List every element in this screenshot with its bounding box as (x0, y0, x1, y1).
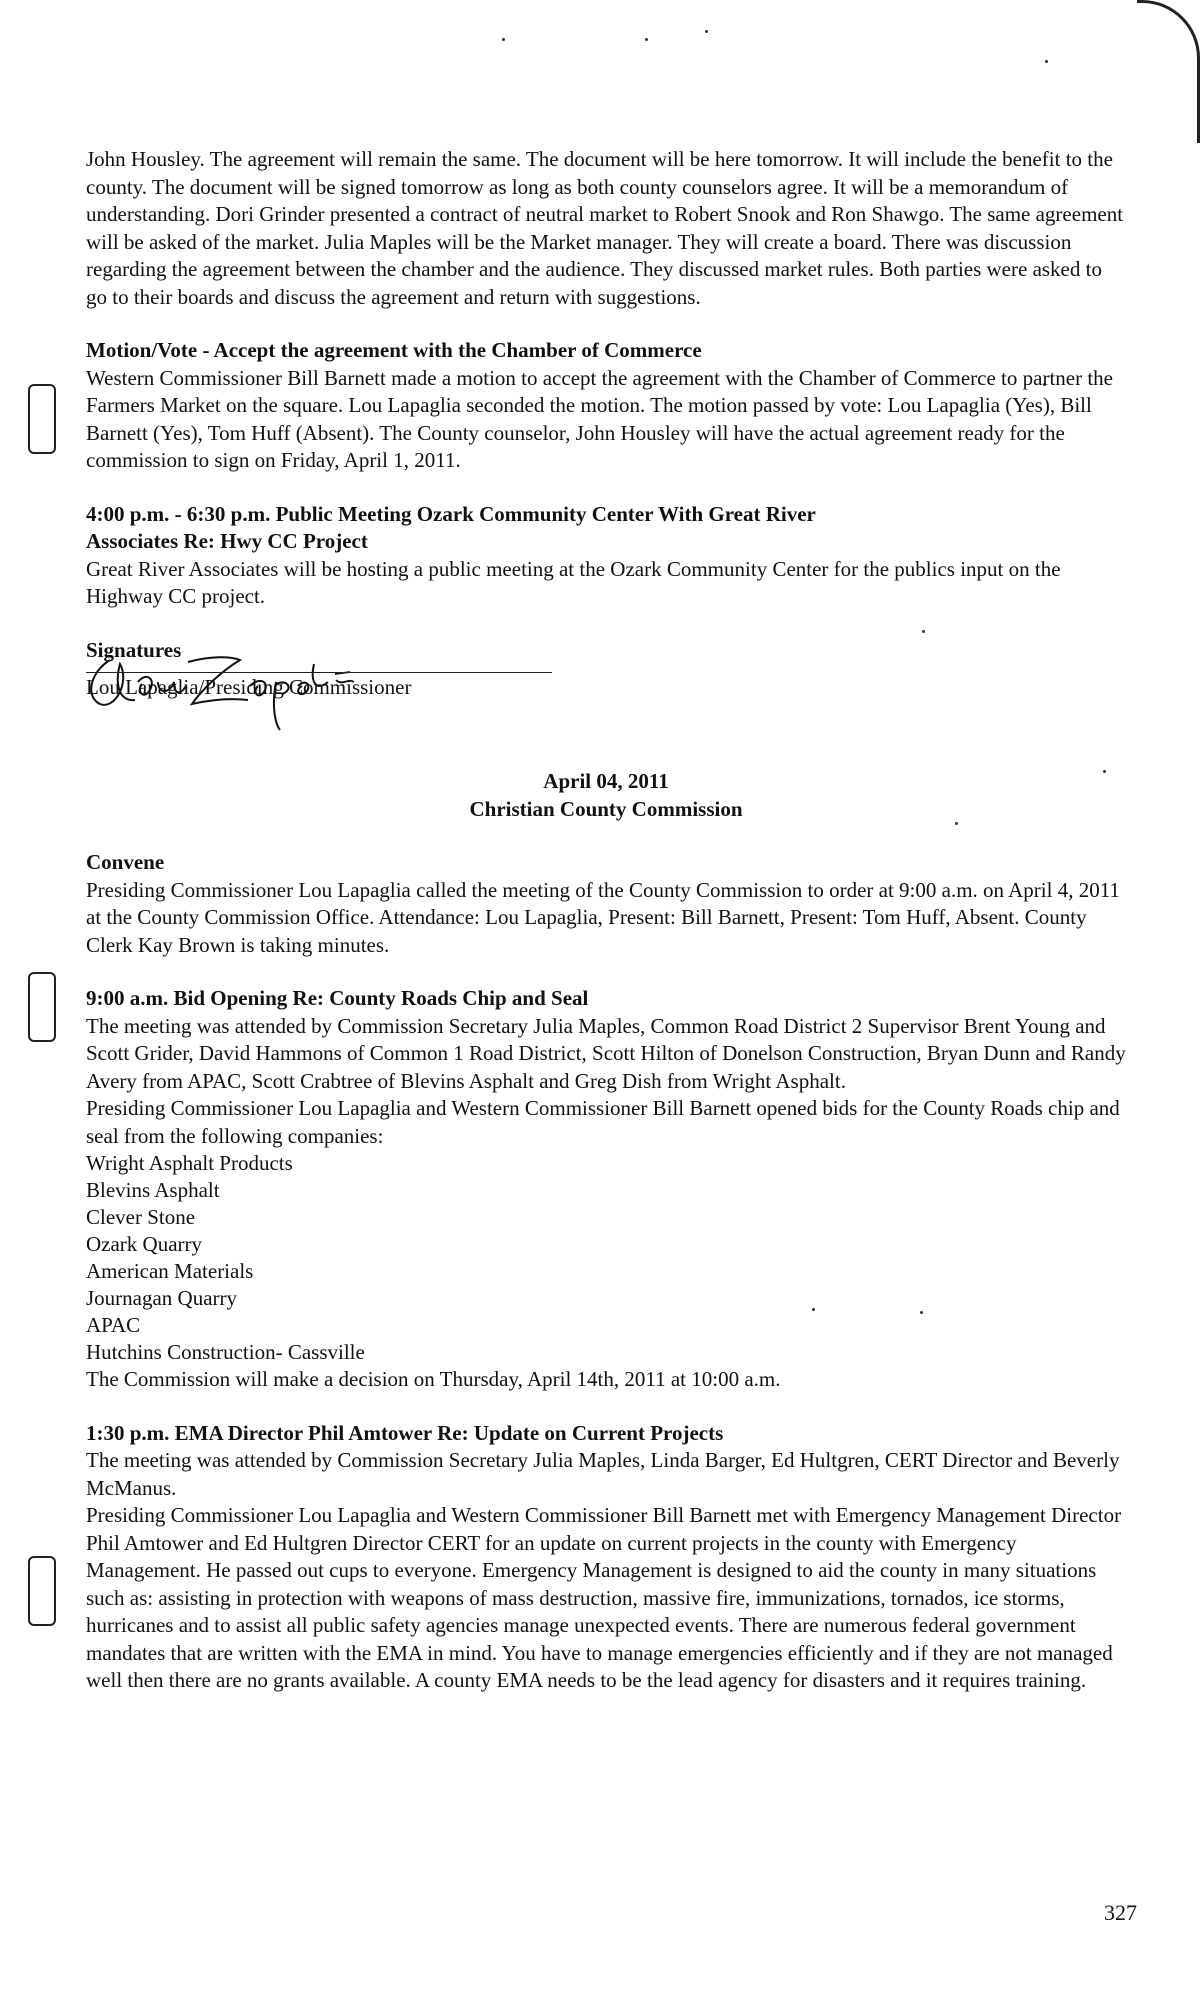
public-meeting-body: Great River Associates will be hosting a public meeting at the Ozark Community Center for the publics input on the Highway CC project. (86, 556, 1061, 608)
list-item: APAC (86, 1313, 141, 1337)
bid-opening-heading: 9:00 a.m. Bid Opening Re: County Roads Chip and Seal (86, 986, 589, 1010)
intro-paragraph: John Housley. The agreement will remain the same. The document will be here tomorrow. It will include the benefit to the county. The document will be signed tomorrow as long as both county counselors agree. It will be a memorandum of understanding. Dori Grinder presented a contract of neutral market to Robert Snook and Ron Shawgo. The same agreement will be asked of the market. Julia Maples will be the Market manager. They will create a board. There was discussion regarding the agreement between the chamber and the audience. They discussed market rules. Both parties were asked to go to their boards and discuss the agreement and return with suggestions. (86, 147, 1124, 309)
motion-body: Western Commissioner Bill Barnett made a motion to accept the agreement with the Chamber of Commerce to partner the Farmers Market on the square. Lou Lapaglia seconded the motion. The motion passed by vote: Lou Lapaglia (Yes), Bill Barnett (Yes), Tom Huff (Absent). The County counselor, John Housley will have the actual agreement ready for the commission to sign on Friday, April 1, 2011. (86, 365, 1114, 472)
list-item: Hutchins Construction- Cassville (86, 1340, 365, 1364)
page-corner-curl (1137, 0, 1200, 143)
scan-speck (1045, 60, 1048, 63)
signature-line (86, 672, 552, 673)
ema-body: Presiding Commissioner Lou Lapaglia and Western Commissioner Bill Barnett met with Emergency Management Director Phil Amtower and Ed Hultgren Director CERT for an update on current projects in the county with Emergency Management. He passed out cups to everyone. Emergency Management is designed to aid the county in many situations such as: assisting in protection with weapons of mass destruction, massive fire, immunizations, tornados, ice storms, hurricanes and to assist all public safety agencies manage unexpected events. There are numerous federal government mandates that are written with the EMA in mind. You have to manage emergencies efficiently and if they are not managed well then there are no grants available. A county EMA needs to be the lead agency for disasters and it requires training. (86, 1503, 1122, 1692)
bid-opening-attendance: The meeting was attended by Commission Secretary Julia Maples, Common Road District 2 Supervisor Brent Young and Scott Grider, David Hammons of Common 1 Road District, Scott Hilton of Donelson Construction, Bryan Dunn and Randy Avery from APAC, Scott Crabtree of Blevins Asphalt and Greg Dish from Wright Asphalt. (86, 1013, 1126, 1093)
ema-attendance: The meeting was attended by Commission Secretary Julia Maples, Linda Barger, Ed Hultgren, CERT Director and Beverly McManus. (86, 1448, 1120, 1500)
page-number: 327 (1104, 1900, 1137, 1925)
scan-speck (502, 38, 505, 41)
document-body (86, 146, 1126, 1695)
signature-name: Lou Lapaglia/Presiding Commissioner (86, 675, 412, 699)
binder-hole-mark (28, 1556, 56, 1626)
motion-heading: Motion/Vote - Accept the agreement with the Chamber of Commerce (86, 338, 702, 362)
list-item: Journagan Quarry (86, 1286, 238, 1310)
ema-heading: 1:30 p.m. EMA Director Phil Amtower Re: Update on Current Projects (86, 1420, 724, 1445)
bid-opening-intro: Presiding Commissioner Lou Lapaglia and Western Commissioner Bill Barnett opened bids for the County Roads chip and seal from the following companies: (86, 1096, 1120, 1148)
binder-hole-mark (28, 972, 56, 1042)
list-item: Blevins Asphalt (86, 1178, 220, 1202)
bid-company-list (86, 1150, 1126, 1366)
public-meeting-heading-line2: Associates Re: Hwy CC Project (86, 529, 368, 553)
meeting-date: April 04, 2011 (543, 769, 669, 793)
convene-body: Presiding Commissioner Lou Lapaglia called the meeting of the County Commission to order at 9:00 a.m. on April 4, 2011 at the County Commission Office. Attendance: Lou Lapaglia, Present: Bill Barnett, Present: Tom Huff, Absent. County Clerk Kay Brown is taking minutes. (86, 877, 1120, 957)
signatures-heading: Signatures (86, 637, 182, 662)
bid-decision: The Commission will make a decision on Thursday, April 14th, 2011 at 10:00 a.m. (86, 1367, 781, 1391)
list-item: Ozark Quarry (86, 1232, 203, 1256)
signature-block (86, 664, 1126, 728)
list-item: American Materials (86, 1259, 254, 1283)
list-item: Wright Asphalt Products (86, 1151, 293, 1175)
public-meeting-heading-line1: 4:00 p.m. - 6:30 p.m. Public Meeting Ozark Community Center With Great River (86, 501, 816, 526)
meeting-body-name: Christian County Commission (469, 796, 743, 821)
list-item: Clever Stone (86, 1205, 196, 1229)
binder-hole-mark (28, 384, 56, 454)
scan-speck (645, 38, 648, 41)
convene-heading: Convene (86, 850, 165, 874)
scan-speck (705, 30, 708, 33)
